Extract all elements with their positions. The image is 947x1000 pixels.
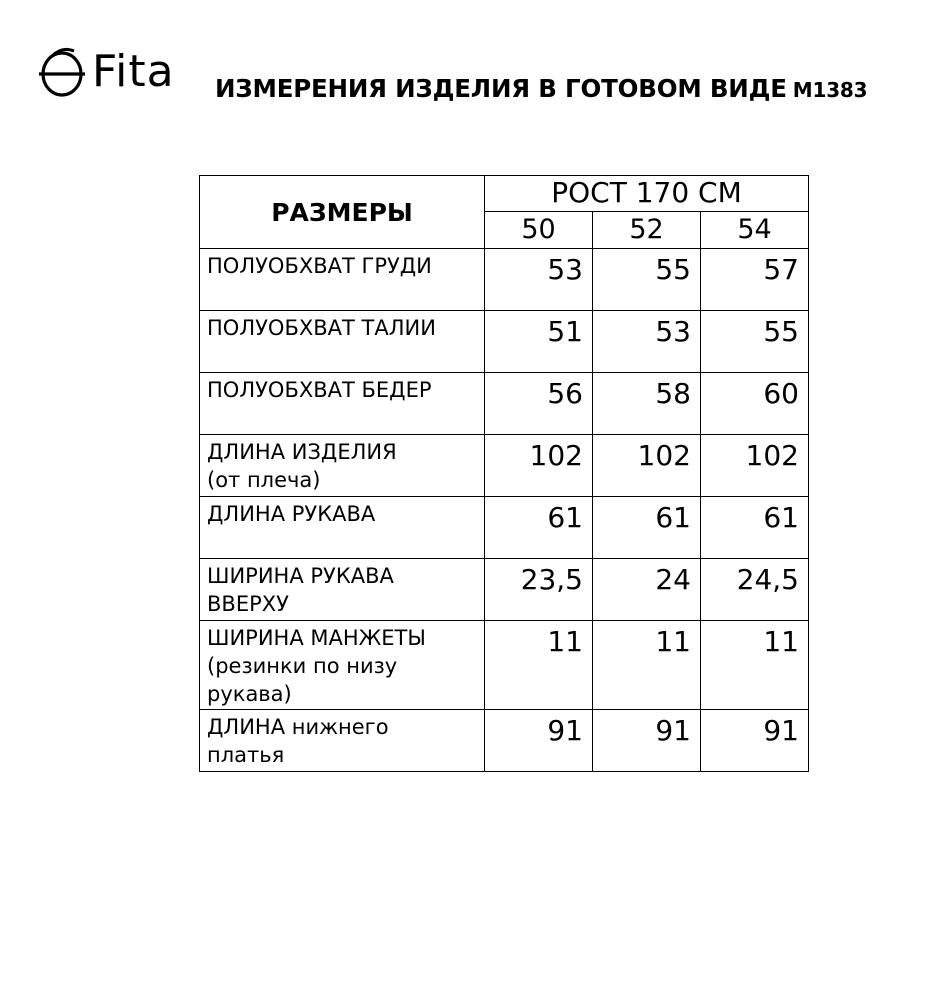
row-label [200, 249, 485, 311]
table-row [200, 710, 809, 772]
value-cell: 55 [593, 249, 701, 311]
row-label-line: ДЛИНА нижнего [207, 715, 389, 739]
row-label [200, 621, 485, 710]
row-label [200, 435, 485, 497]
value-cell: 61 [701, 497, 809, 559]
page-title-text: ИЗМЕРЕНИЯ ИЗДЕЛИЯ В ГОТОВОМ ВИДЕ [215, 74, 787, 103]
row-label-line: (резинки по низу [207, 654, 398, 678]
value-cell: 91 [593, 710, 701, 772]
row-label-line: ШИРИНА МАНЖЕТЫ [207, 626, 426, 650]
row-label-line: (от плеча) [207, 468, 321, 492]
value-cell: 60 [701, 373, 809, 435]
value-cell: 53 [593, 311, 701, 373]
value-cell: 53 [485, 249, 593, 311]
size-54: 54 [701, 212, 809, 249]
row-label-line: ПОЛУОБХВАТ ТАЛИИ [207, 316, 436, 340]
page-title [215, 74, 867, 103]
value-cell: 11 [701, 621, 809, 710]
row-label-line: ВВЕРХУ [207, 592, 289, 616]
table-row [200, 373, 809, 435]
table-header-row [200, 176, 809, 212]
brand-name: Fita [92, 46, 175, 97]
table-row [200, 249, 809, 311]
value-cell: 55 [701, 311, 809, 373]
row-label [200, 710, 485, 772]
value-cell: 102 [701, 435, 809, 497]
row-label [200, 559, 485, 621]
value-cell: 11 [485, 621, 593, 710]
row-label-line: ШИРИНА РУКАВА [207, 564, 394, 588]
table-row [200, 559, 809, 621]
value-cell: 24,5 [701, 559, 809, 621]
value-cell: 57 [701, 249, 809, 311]
table-row [200, 621, 809, 710]
height-heading: РОСТ 170 СМ [485, 176, 809, 212]
size-50: 50 [485, 212, 593, 249]
table-row [200, 311, 809, 373]
value-cell: 11 [593, 621, 701, 710]
value-cell: 91 [485, 710, 593, 772]
row-label [200, 311, 485, 373]
value-cell: 56 [485, 373, 593, 435]
value-cell: 24 [593, 559, 701, 621]
sizes-heading: РАЗМЕРЫ [200, 176, 485, 249]
value-cell: 61 [485, 497, 593, 559]
row-label-line: ПОЛУОБХВАТ ГРУДИ [207, 254, 432, 278]
table-row [200, 435, 809, 497]
size-52: 52 [593, 212, 701, 249]
row-label-line: ПОЛУОБХВАТ БЕДЕР [207, 378, 432, 402]
table-row [200, 497, 809, 559]
fita-logo-icon [38, 44, 86, 100]
value-cell: 102 [485, 435, 593, 497]
model-code: М1383 [792, 78, 868, 102]
measurements-table [199, 175, 809, 772]
row-label-line: ДЛИНА ИЗДЕЛИЯ [207, 440, 397, 464]
value-cell: 102 [593, 435, 701, 497]
row-label-line: ДЛИНА РУКАВА [207, 502, 376, 526]
value-cell: 61 [593, 497, 701, 559]
row-label-line: платья [207, 743, 285, 767]
brand-logo [38, 42, 175, 102]
value-cell: 91 [701, 710, 809, 772]
row-label [200, 373, 485, 435]
value-cell: 58 [593, 373, 701, 435]
row-label-line: рукава) [207, 682, 292, 706]
value-cell: 23,5 [485, 559, 593, 621]
row-label [200, 497, 485, 559]
value-cell: 51 [485, 311, 593, 373]
